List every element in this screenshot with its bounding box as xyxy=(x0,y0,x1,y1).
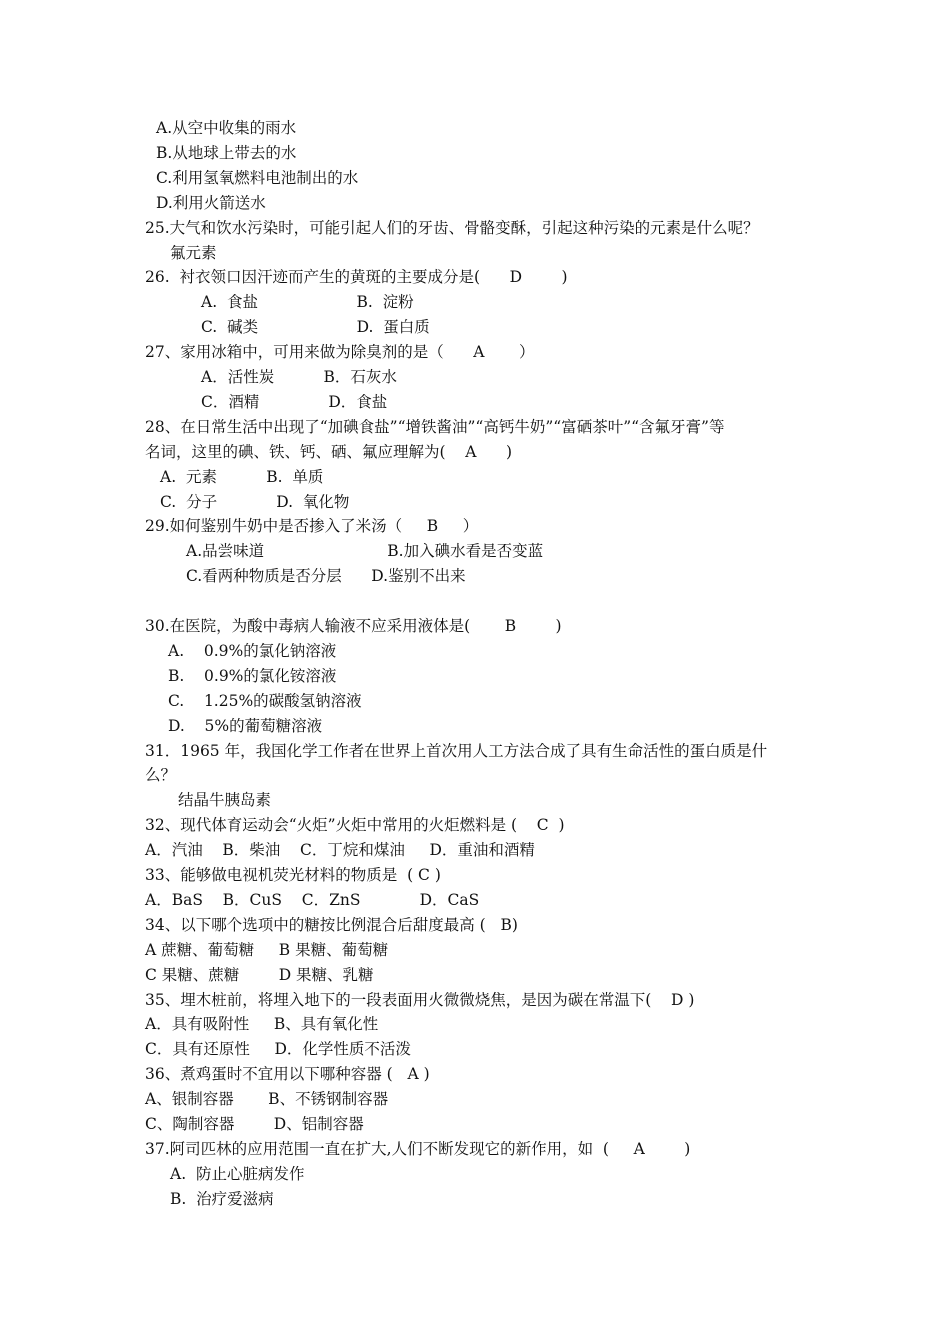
text-line: 36、煮鸡蛋时不宜用以下哪种容器 ( A ) xyxy=(145,1065,430,1084)
text-line: 26. 衬衣领口因汗迹而产生的黄斑的主要成分是( D ) xyxy=(145,268,568,287)
text-line: 么？ xyxy=(145,766,177,785)
text-line: B. 治疗爱滋病 xyxy=(170,1189,274,1208)
text-line: D. 5%的葡萄糖溶液 xyxy=(168,716,323,735)
text-line: 29.如何鉴别牛奶中是否掺入了米汤（ B ） xyxy=(145,517,479,536)
text-line: B. 0.9%的氯化铵溶液 xyxy=(168,666,337,685)
text-line: C. 碱类 D. 蛋白质 xyxy=(201,318,430,337)
text-line: 33、能够做电视机荧光材料的物质是 ( C ) xyxy=(145,866,441,884)
text-line: C. 分子 D. 氧化物 xyxy=(160,492,350,511)
text-line: A．具有吸附性 B、具有氧化性 xyxy=(145,1015,379,1034)
text-line: A. 元素 B. 单质 xyxy=(160,467,324,486)
text-line: 32、现代体育运动会“火炬”火炬中常用的火炬燃料是 ( C ) xyxy=(145,816,565,835)
text-line: A. 食盐 B. 淀粉 xyxy=(201,293,414,312)
text-line: 37.阿司匹林的应用范围一直在扩大,人们不断发现它的新作用，如 ( A ) xyxy=(145,1139,691,1158)
text-line: A 蔗糖、葡萄糖 B 果糖、葡萄糖 xyxy=(145,940,389,959)
text-line: A．汽油 B．柴油 C．丁烷和煤油 D．重油和酒精 xyxy=(145,841,535,860)
text-line: C．酒精 D．食盐 xyxy=(201,392,388,411)
text-line: 35、埋木桩前，将埋入地下的一段表面用火微微烧焦，是因为碳在常温下( D ) xyxy=(145,990,695,1009)
text-line: C 果糖、蔗糖 D 果糖、乳糖 xyxy=(145,965,374,984)
text-line: A. 防止心脏病发作 xyxy=(170,1164,305,1183)
text-line: D.利用火箭送水 xyxy=(156,193,266,212)
text-line: B.从地球上带去的水 xyxy=(156,143,297,162)
text-line: 27、家用冰箱中，可用来做为除臭剂的是（ A ） xyxy=(145,343,535,362)
text-line: 结晶牛胰岛素 xyxy=(178,791,272,810)
text-line: C.利用氢氧燃料电池制出的水 xyxy=(156,168,359,187)
text-line: A.从空中收集的雨水 xyxy=(156,119,297,137)
text-line: A．活性炭 B．石灰水 xyxy=(201,368,397,386)
text-line: C.看两种物质是否分层 D.鉴别不出来 xyxy=(186,567,466,586)
text-line: 34、以下哪个选项中的糖按比例混合后甜度最高 ( B) xyxy=(145,915,518,934)
text-line: A．BaS B．CuS C．ZnS D．CaS xyxy=(145,890,480,909)
text-line: 28、在日常生活中出现了“加碘食盐”“增铁酱油”“高钙牛奶”“富硒茶叶”“含氟牙膏”等 xyxy=(145,417,725,436)
text-line: C. 1.25%的碳酸氢钠溶液 xyxy=(168,691,362,710)
text-line: C、陶制容器 D、铝制容器 xyxy=(145,1115,364,1133)
text-line: 25.大气和饮水污染时，可能引起人们的牙齿、骨骼变酥，引起这种污染的元素是什么呢？ xyxy=(145,218,759,237)
text-line: 氟元素 xyxy=(170,243,217,262)
text-line: A、银制容器 B、不锈钢制容器 xyxy=(145,1090,389,1109)
text-line: 31．1965 年，我国化学工作者在世界上首次用人工方法合成了具有生命活性的蛋白质是什 xyxy=(145,741,768,760)
text-line: 30.在医院，为酸中毒病人输液不应采用液体是( B ) xyxy=(145,617,562,635)
text-line: C．具有还原性 D．化学性质不活泼 xyxy=(145,1040,411,1059)
text-line: 名词，这里的碘、铁、钙、硒、氟应理解为( A ) xyxy=(145,442,513,461)
text-line: A. 0.9%的氯化钠溶液 xyxy=(168,641,337,660)
text-line: A.品尝味道 B.加入碘水看是否变蓝 xyxy=(186,542,544,561)
